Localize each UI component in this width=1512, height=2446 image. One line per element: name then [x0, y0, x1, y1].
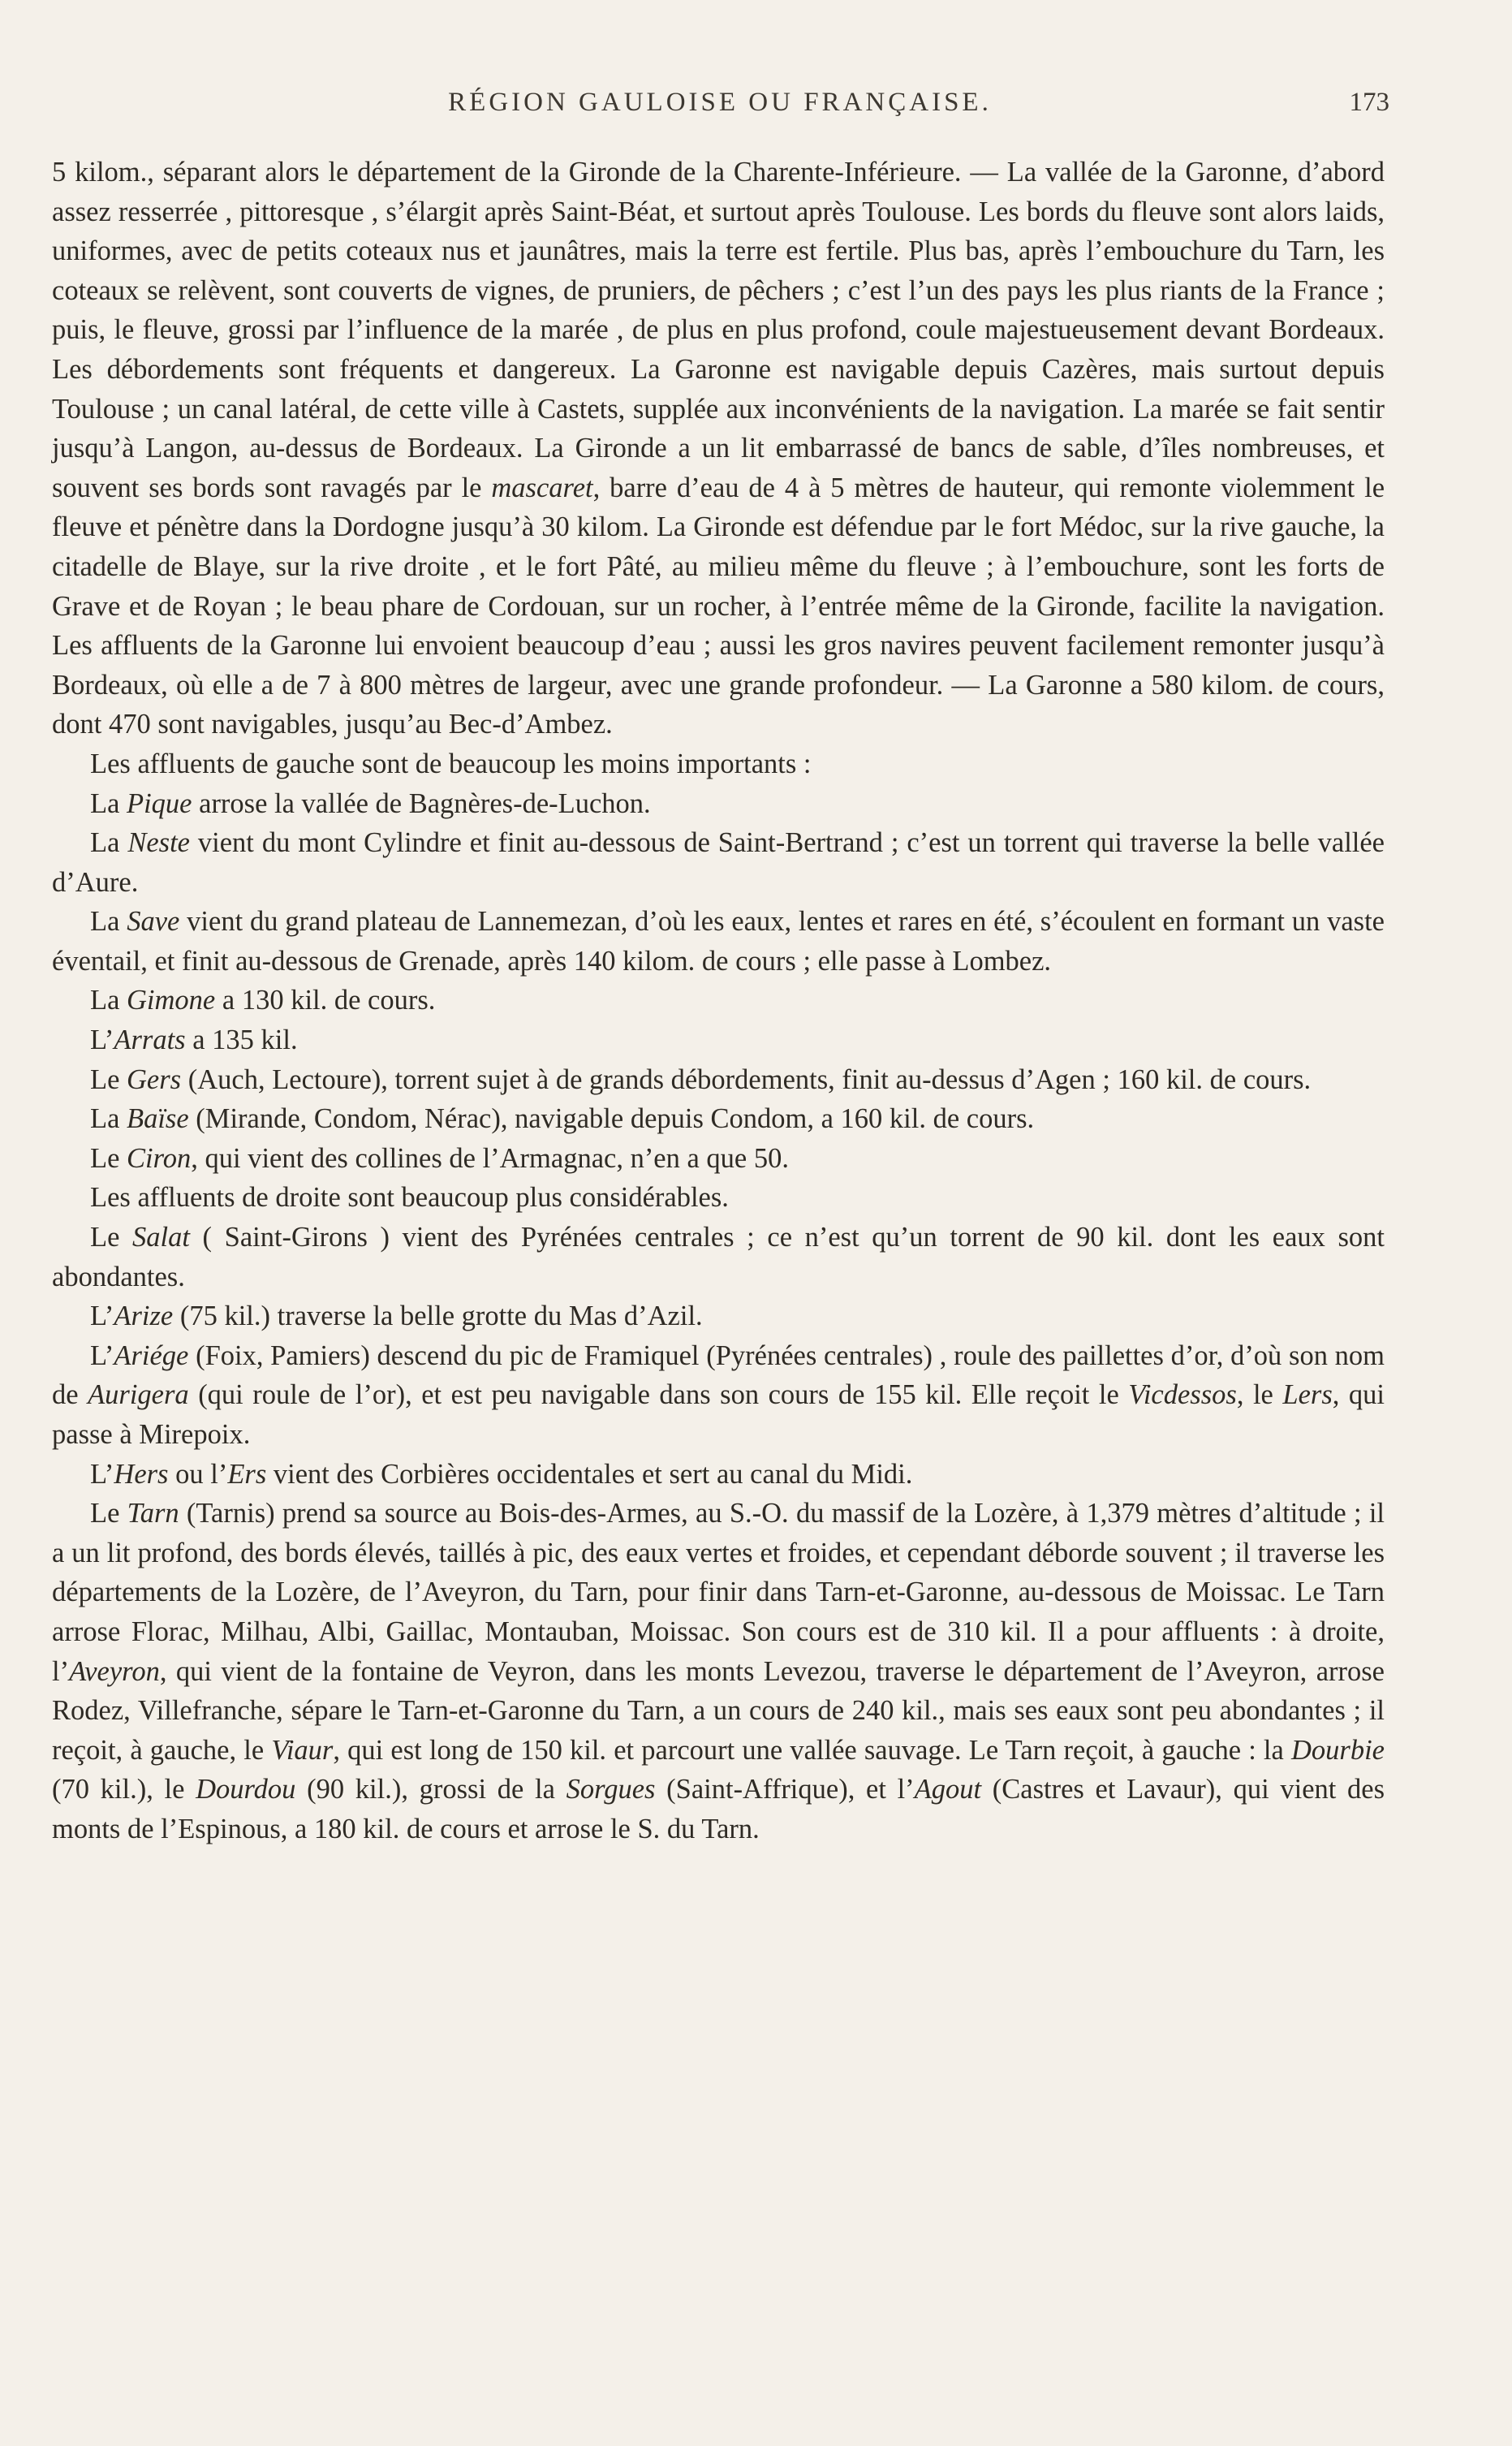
italic-term: Tarn: [127, 1498, 179, 1529]
running-head: [50, 88, 1389, 136]
italic-term: Aveyron: [69, 1655, 160, 1687]
text-run: (Saint-Affrique), et l’: [655, 1774, 915, 1805]
text-run: (Tarnis) prend sa source au Bois-des-Armes, au S.-O. du massif de la Lozère, à 1,379 mètres d’altitude ; il a un lit profond, des bords élevés, taillés à pic, des eaux vertes et froides, et cependant déborde souvent ; il traverse les départements de la Lozère, de l’Aveyron, du Tarn, pour finir dans Tarn-et-Garonne, au-dessous de Moissac. Le Tarn arrose Florac, Milhau, Albi, Gaillac, Montauban, Moissac. Son cours est de 310 kil. Il a pour affluents : à droite, l’: [52, 1498, 1385, 1687]
text-run: Le: [90, 1498, 127, 1529]
italic-term: Agout: [914, 1774, 982, 1805]
paragraph-hers: [52, 1455, 1385, 1495]
italic-term: Dourdou: [196, 1774, 296, 1805]
text-run: La: [90, 906, 127, 938]
text-run: vient du grand plateau de Lannemezan, d’où les eaux, lentes et rares en été, s’écoulent en formant un vaste éventail, et finit au-dessous de Grenade, après 140 kilom. de cours ; elle passe à Lombez.: [52, 906, 1385, 977]
paragraph-pique: [52, 784, 1385, 824]
text-run: (Castres et Lavaur), qui vient des monts de l’Espinous, a 180 kil. de cours et arrose le S. du Tarn.: [52, 1774, 1385, 1844]
italic-term: Pique: [127, 787, 192, 819]
text-run: (90 kil.), grossi de la: [295, 1774, 566, 1805]
text-run: Le: [90, 1142, 127, 1174]
text-run: (70 kil.), le: [52, 1774, 196, 1805]
paragraph-ciron: [52, 1139, 1385, 1179]
text-run: , qui est long de 150 kil. et parcourt une vallée sauvage. Le Tarn reçoit, à gauche : la: [333, 1734, 1291, 1766]
text-run: Le: [90, 1063, 127, 1095]
text-run: (75 kil.) traverse la belle grotte du Mas d’Azil.: [173, 1301, 703, 1332]
italic-term: Salat: [132, 1222, 190, 1253]
italic-term: Dourbie: [1291, 1734, 1385, 1766]
italic-term: Gimone: [127, 985, 216, 1016]
text-run: , le: [1236, 1379, 1283, 1411]
text-run: vient des Corbières occidentales et sert au canal du Midi.: [266, 1458, 913, 1490]
text-run: vient du mont Cylindre et finit au-dessous de Saint-Bertrand ; c’est un torrent qui traverse la belle vallée d’Aure.: [52, 827, 1385, 898]
page-number: 173: [1349, 88, 1389, 117]
paragraph-save: [52, 902, 1385, 981]
italic-term: Ciron: [127, 1142, 192, 1174]
paragraph-arrats: [52, 1020, 1385, 1060]
italic-term: Ers: [227, 1458, 267, 1490]
text-run: (qui roule de l’or), et est peu navigable dans son cours de 155 kil. Elle reçoit le: [188, 1379, 1129, 1411]
paragraph-salat: [52, 1218, 1385, 1296]
italic-term: Arize: [114, 1301, 174, 1332]
italic-term: Arrats: [114, 1025, 186, 1056]
italic-term: Viaur: [271, 1734, 334, 1766]
text-run: a 130 kil. de cours.: [215, 985, 436, 1016]
italic-term: Ariége: [114, 1339, 189, 1371]
paragraph-ariege: [52, 1336, 1385, 1455]
text-run: La: [90, 985, 127, 1016]
text-run: , barre d’eau de 4 à 5 mètres de hauteur, qui remonte violemment le fleuve et pénètre dans la Dordogne jusqu’à 30 kilom. La Gironde est défendue par le fort Médoc, sur la rive gauche, la citadelle de Blaye, sur la rive droite , et le fort Pâté, au milieu même du fleuve ; à l’embouchure, sont les forts de Grave et de Royan ; le beau phare de Cordouan, sur un rocher, à l’entrée même de la Gironde, facilite la navigation. Les affluents de la Garonne lui envoient beaucoup d’eau ; aussi les gros navires peuvent facilement remonter jusqu’à Bordeaux, où elle a de 7 à 800 mètres de largeur, avec une grande profondeur. — La Garonne a 580 kilom. de cours, dont 470 sont navigables, jusqu’au Bec-d’Ambez.: [52, 472, 1385, 740]
text-run: La: [90, 827, 128, 859]
paragraph-tarn: [52, 1494, 1385, 1849]
text-run: Le: [90, 1222, 132, 1253]
paragraph-right-affluents: Les affluents de droite sont beaucoup plus considérables.: [90, 1182, 729, 1214]
text-run: La: [90, 1103, 127, 1135]
running-title: RÉGION GAULOISE OU FRANÇAISE.: [448, 88, 992, 117]
text-run: 5 kilom., séparant alors le département de la Gironde de la Charente-Inférieure. — La vallée de la Garonne, d’abord assez resserrée , pittoresque , s’élargit après Saint-Béat, et surtout après Toulouse. Les bords du fleuve sont alors laids, uniformes, avec de petits coteaux nus et jaunâtres, mais la terre est fertile. Plus bas, après l’embouchure du Tarn, les coteaux se relèvent, sont couverts de vignes, de pruniers, de pêchers ; c’est l’un des pays les plus riants de la France ; puis, le fleuve, grossi par l’influence de la marée , de plus en plus profond, coule majestueusement devant Bordeaux. Les débordements sont fréquents et dangereux. La Garonne est navigable depuis Cazères, mais surtout depuis Toulouse ; un canal latéral, de cette ville à Castets, supplée aux inconvénients de la navigation. La marée se fait sentir jusqu’à Langon, au-dessus de Bordeaux. La Gironde a un lit embarrassé de bancs de sable, d’îles nombreuses, et souvent ses bords sont ravagés par le: [52, 157, 1385, 503]
text-run: arrose la vallée de Bagnères-de-Luchon.: [192, 787, 651, 819]
paragraph-left-affluents: Les affluents de gauche sont de beaucoup les moins importants :: [90, 748, 812, 779]
text-run: L’: [90, 1339, 114, 1371]
text-run: , qui passe à Mirepoix.: [52, 1379, 1385, 1450]
text-run: , qui vient de la fontaine de Veyron, dans les monts Levezou, traverse le département de l’Aveyron, arrose Rodez, Villefranche, sépare le Tarn-et-Garonne du Tarn, a un cours de 240 kil., mais ses eaux sont peu abondantes ; il reçoit, à gauche, le: [52, 1655, 1385, 1766]
text-run: L’: [90, 1458, 114, 1490]
italic-term: mascaret: [491, 472, 593, 503]
paragraph-neste: [52, 823, 1385, 902]
text-run: ou l’: [168, 1458, 228, 1490]
paragraph-gers: [52, 1060, 1385, 1100]
text-run: L’: [90, 1025, 114, 1056]
text-run: (Mirande, Condom, Nérac), navigable depuis Condom, a 160 kil. de cours.: [188, 1103, 1035, 1135]
italic-term: Gers: [127, 1063, 182, 1095]
italic-term: Hers: [114, 1458, 169, 1490]
italic-term: Baïse: [127, 1103, 189, 1135]
paragraph-garonne: [52, 153, 1385, 744]
text-run: a 135 kil.: [185, 1025, 298, 1056]
text-run: (Auch, Lectoure), torrent sujet à de grands débordements, finit au-dessus d’Agen ; 160 kil. de cours.: [181, 1063, 1312, 1095]
italic-term: Aurigera: [88, 1379, 189, 1411]
paragraph-arize: [52, 1296, 1385, 1336]
italic-term: Vicdessos: [1128, 1379, 1237, 1411]
italic-term: Neste: [127, 827, 190, 859]
italic-term: Lers: [1282, 1379, 1333, 1411]
text-run: La: [90, 787, 127, 819]
paragraph-baise: [52, 1099, 1385, 1139]
italic-term: Sorgues: [566, 1774, 656, 1805]
paragraph-gimone: [52, 981, 1385, 1020]
text-run: , qui vient des collines de l’Armagnac, n’en a que 50.: [191, 1142, 789, 1174]
body-text: [52, 153, 1385, 1849]
text-run: (Foix, Pamiers) descend du pic de Framiquel (Pyrénées centrales) , roule des paillettes d’or, d’où son nom de: [52, 1339, 1385, 1411]
text-run: ( Saint-Girons ) vient des Pyrénées centrales ; ce n’est qu’un torrent de 90 kil. dont les eaux sont abondantes.: [52, 1222, 1385, 1292]
italic-term: Save: [127, 906, 180, 938]
text-run: L’: [90, 1301, 114, 1332]
